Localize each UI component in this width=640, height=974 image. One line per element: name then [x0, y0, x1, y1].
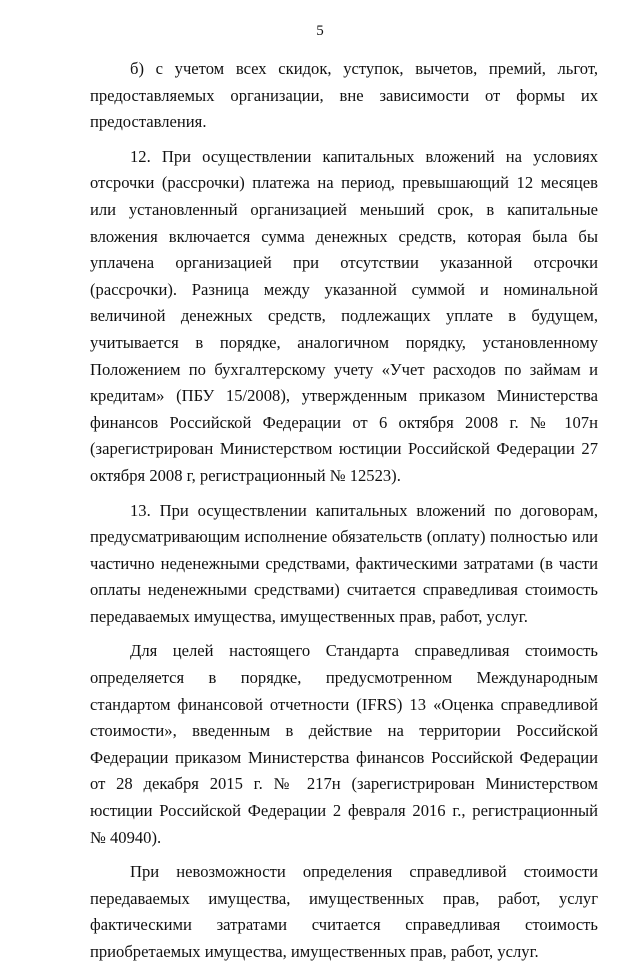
- paragraph-fair-value-fallback: При невозможности определения справедливой стоимости передаваемых имущества, имущественных прав, работ, услуг фактическими затратами считается справедливая стоимость приобретаемых имущества, имущественных прав, работ, услуг.: [90, 862, 598, 961]
- document-body: [90, 56, 598, 974]
- paragraph-discounts-clause: б) с учетом всех скидок, уступок, вычетов, премий, льгот, предоставляемых организации, вне зависимости от формы их предоставления.: [90, 59, 598, 132]
- paragraph-item-13: 13. При осуществлении капитальных вложений по договорам, предусматривающим исполнение обязательств (оплату) полностью или частично неденежными средствами, фактическими затратами (в части оплаты неденежными средствами) считается справедливая стоимость передаваемых имущества, имущественных прав, работ, услуг.: [90, 500, 598, 626]
- page-number: 5: [316, 23, 324, 39]
- paragraph-fair-value-definition: Для целей настоящего Стандарта справедливая стоимость определяется в порядке, предусмотренном Международным стандартом финансовой отчетности (IFRS) 13 «Оценка справедливой стоимости», введенным в действие на территории Российской Федерации приказом Министерства финансов Российской Федерации от 28 декабря 2015 г. № 217н (зарегистрирован Министерством юстиции Российской Федерации 2 февраля 2016 г., регистрационный № 40940).: [90, 641, 598, 847]
- paragraph-item-12: 12. При осуществлении капитальных вложений на условиях отсрочки (рассрочки) платежа на период, превышающий 12 месяцев или установленный организацией меньший срок, в капитальные вложения включается сумма денежных средств, которая была бы уплачена организацией при отсутствии указанной отсрочки (рассрочки). Разница между указанной суммой и номинальной величиной денежных средств, подлежащих уплате в будущем, учитывается в порядке, аналогичном порядку, установленному Положением по бухгалтерскому учету «Учет расходов по займам и кредитам» (ПБУ 15/2008), утвержденным приказом Министерства финансов Российской Федерации от 6 октября 2008 г. № 107н (зарегистрирован Министерством юстиции Российской Федерации 27 октября 2008 г, регистрационный № 12523).: [90, 146, 598, 485]
